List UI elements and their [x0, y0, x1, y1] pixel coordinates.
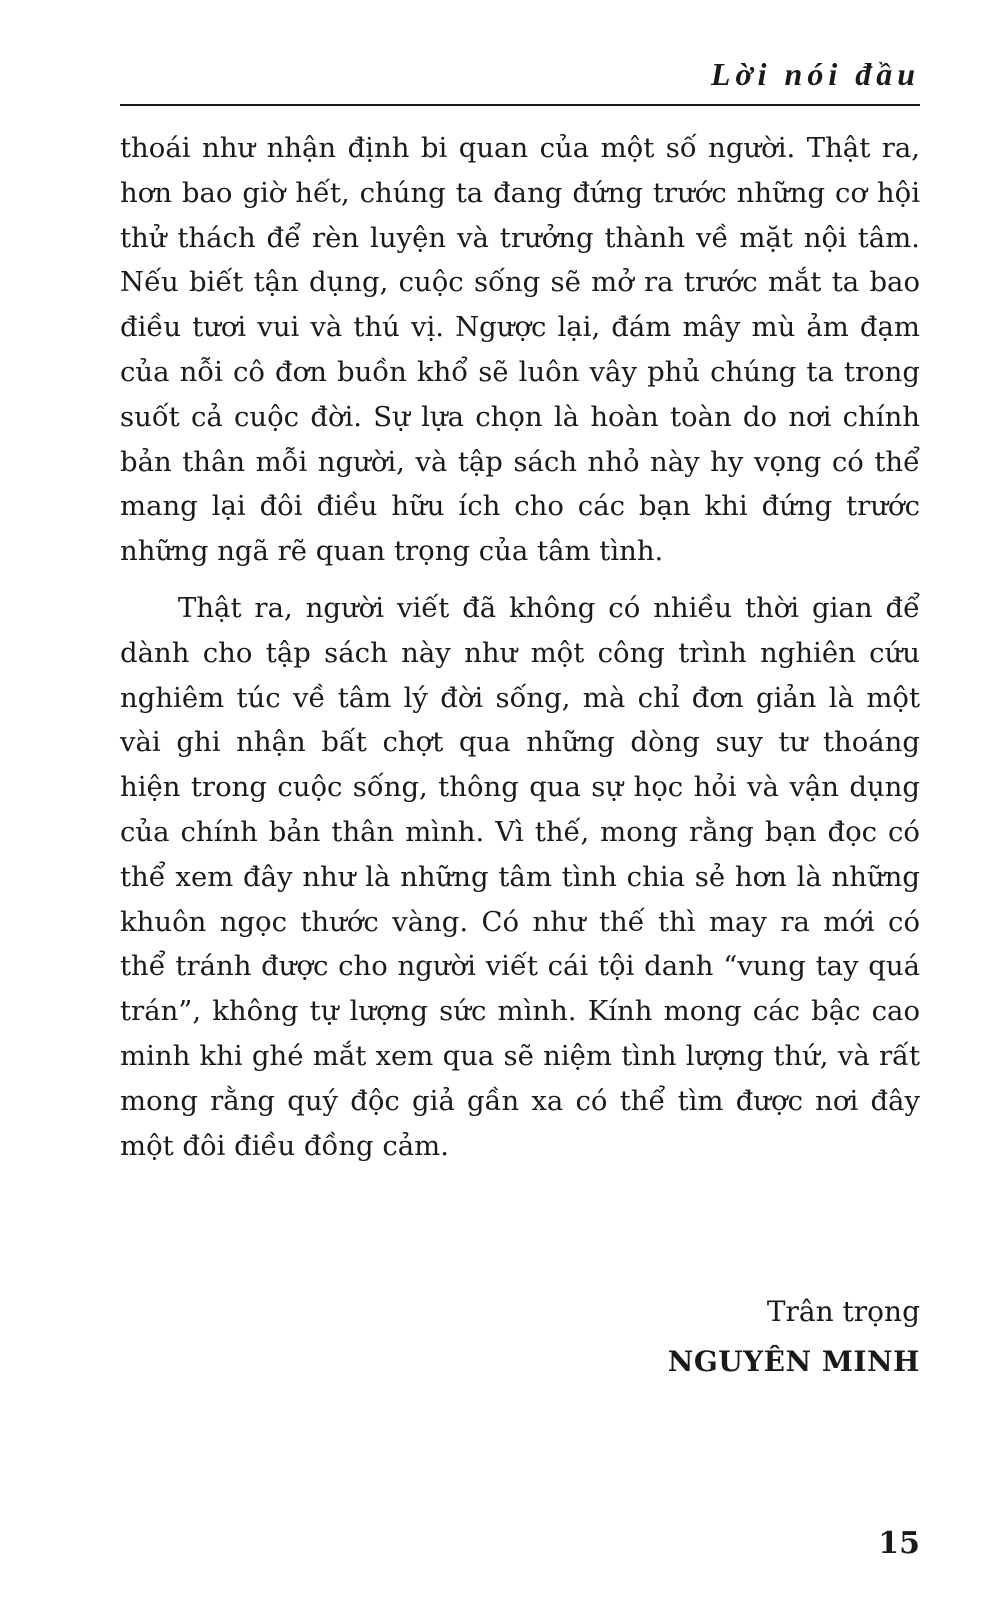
running-header-title: Lời nói đầu	[710, 56, 920, 92]
header-divider	[120, 104, 920, 106]
closing-salutation: Trân trọng	[766, 1295, 920, 1328]
author-signature: NGUYÊN MINH	[667, 1345, 920, 1378]
body-text	[120, 126, 920, 1168]
paragraph-1: thoái như nhận định bi quan của một số người. Thật ra, hơn bao giờ hết, chúng ta đang đứng trước những cơ hội thử thách để rèn luyện và trưởng thành về mặt nội tâm. Nếu biết tận dụng, cuộc sống sẽ mở ra trước mắt ta bao điều tươi vui và thú vị. Ngược lại, đám mây mù ảm đạm của nỗi cô đơn buồn khổ sẽ luôn vây phủ chúng ta trong suốt cả cuộc đời. Sự lựa chọn là hoàn toàn do nơi chính bản thân mỗi người, và tập sách nhỏ này hy vọng có thể mang lại đôi điều hữu ích cho các bạn khi đứng trước những ngã rẽ quan trọng của tâm tình.	[120, 132, 920, 568]
paragraph-2: Thật ra, người viết đã không có nhiều thời gian để dành cho tập sách này như một công trình nghiên cứu nghiêm túc về tâm lý đời sống, mà chỉ đơn giản là một vài ghi nhận bất chợt qua những dòng suy tư thoáng hiện trong cuộc sống, thông qua sự học hỏi và vận dụng của chính bản thân mình. Vì thế, mong rằng bạn đọc có thể xem đây như là những tâm tình chia sẻ hơn là những khuôn ngọc thước vàng. Có như thế thì may ra mới có thể tránh được cho người viết cái tội danh “vung tay quá trán”, không tự lượng sức mình. Kính mong các bậc cao minh khi ghé mắt xem qua sẽ niệm tình lượng thứ, và rất mong rằng quý độc giả gần xa có thể tìm được nơi đây một đôi điều đồng cảm.	[120, 591, 920, 1162]
page-number: 15	[878, 1526, 920, 1561]
